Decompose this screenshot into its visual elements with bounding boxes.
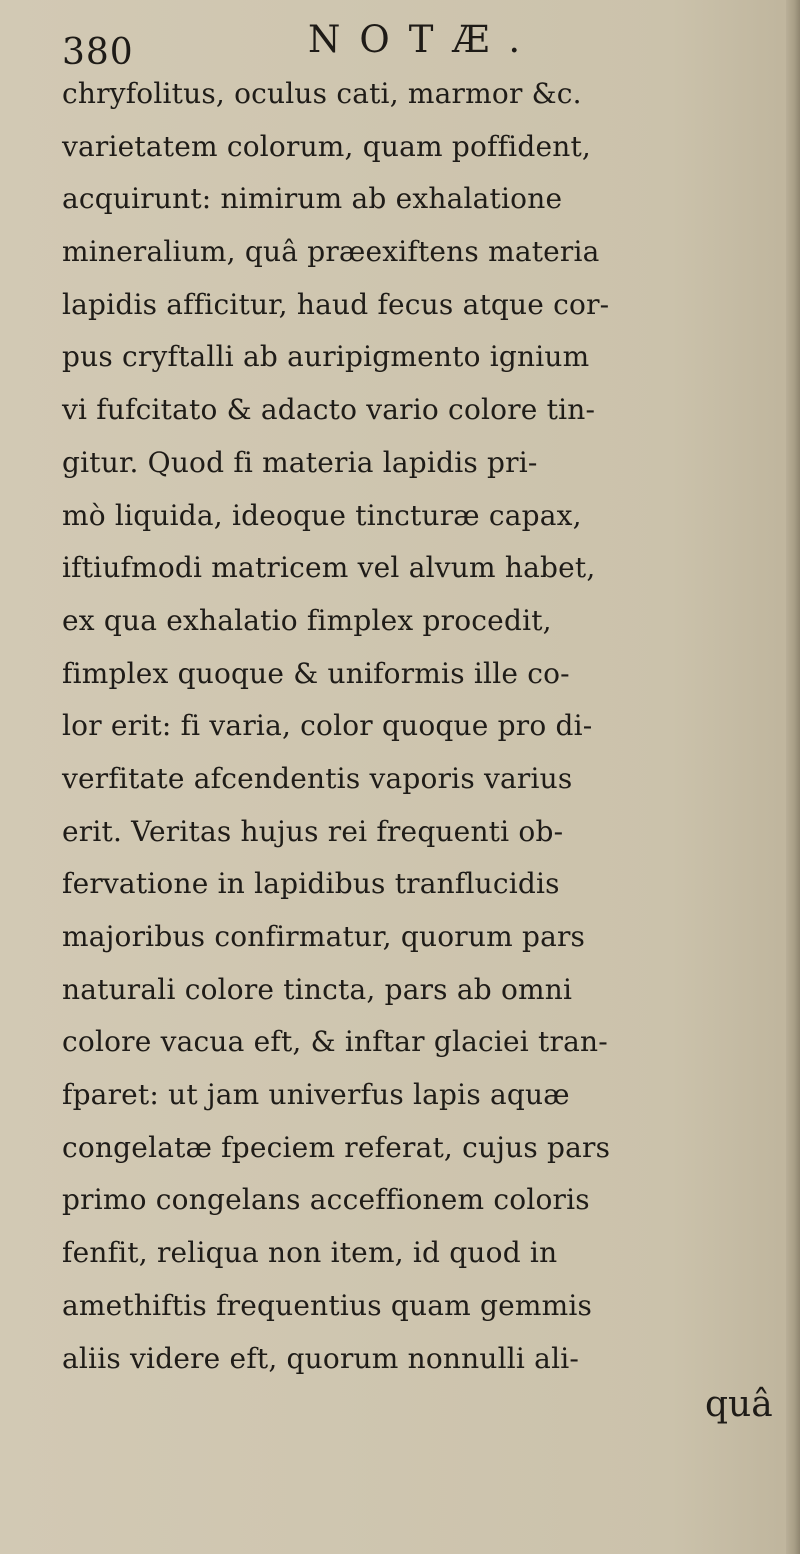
text-line: lapidis afficitur, haud fecus atque cor-: [62, 287, 610, 321]
catchword: quâ: [705, 1384, 773, 1425]
text-line: fparet: ut jam univerfus lapis aquæ: [62, 1078, 570, 1112]
running-title: NOTÆ.: [308, 18, 540, 61]
text-line: mò liquida, ideoque tinᴄturæ capax,: [62, 498, 582, 532]
text-line: vi fufcitato & adaᴄto vario colore tin-: [62, 393, 596, 427]
text-line: fervatione in lapidibus tranflucidis: [62, 867, 560, 901]
text-line: amethiftis frequentius quam gemmis: [62, 1288, 593, 1322]
text-line: fenfit, reliqua non item, id quod in: [62, 1236, 558, 1270]
text-line: gitur. Quod fi materia lapidis pri-: [62, 445, 538, 479]
text-line: fimplex quoque & uniformis ille co-: [62, 656, 570, 690]
text-line: varietatem colorum, quam poffident,: [62, 129, 592, 163]
text-line: mineralium, quâ præexiftens materia: [62, 235, 600, 269]
text-line: majoribus confirmatur, quorum pars: [62, 920, 586, 953]
text-line: iftiufmodi matricem vel alvum habet,: [62, 551, 596, 585]
text-line: erit. Veritas hujus rei frequenti ob-: [62, 814, 564, 848]
text-line: lor erit: fi varia, color quoque pro di-: [62, 709, 593, 743]
text-line: pus cryftalli ab auripigmento ignium: [62, 340, 590, 374]
body-text: [62, 68, 797, 1385]
text-line: verfitate afcendentis vaporis varius: [62, 761, 573, 795]
page-number: 380: [62, 32, 134, 73]
text-line: ex qua exhalatio fimplex procedit,: [62, 603, 552, 637]
text-line: congelatæ fpeciem referat, cujus pars: [62, 1130, 611, 1164]
text-line: acquirunt: nimirum ab exhalatione: [62, 182, 563, 216]
text-line: naturali colore tinᴄta, pars ab omni: [62, 972, 573, 1006]
text-line: chryfolitus, oculus cati, marmor &c.: [62, 77, 582, 110]
page-header: [62, 18, 762, 73]
page-edge: [786, 0, 800, 1554]
text-line: colore vacua eft, & inftar glaciei tran-: [62, 1025, 608, 1059]
text-line: primo congelans acceffionem coloris: [62, 1183, 590, 1217]
text-line: aliis videre eft, quorum nonnulli ali-: [62, 1341, 580, 1375]
